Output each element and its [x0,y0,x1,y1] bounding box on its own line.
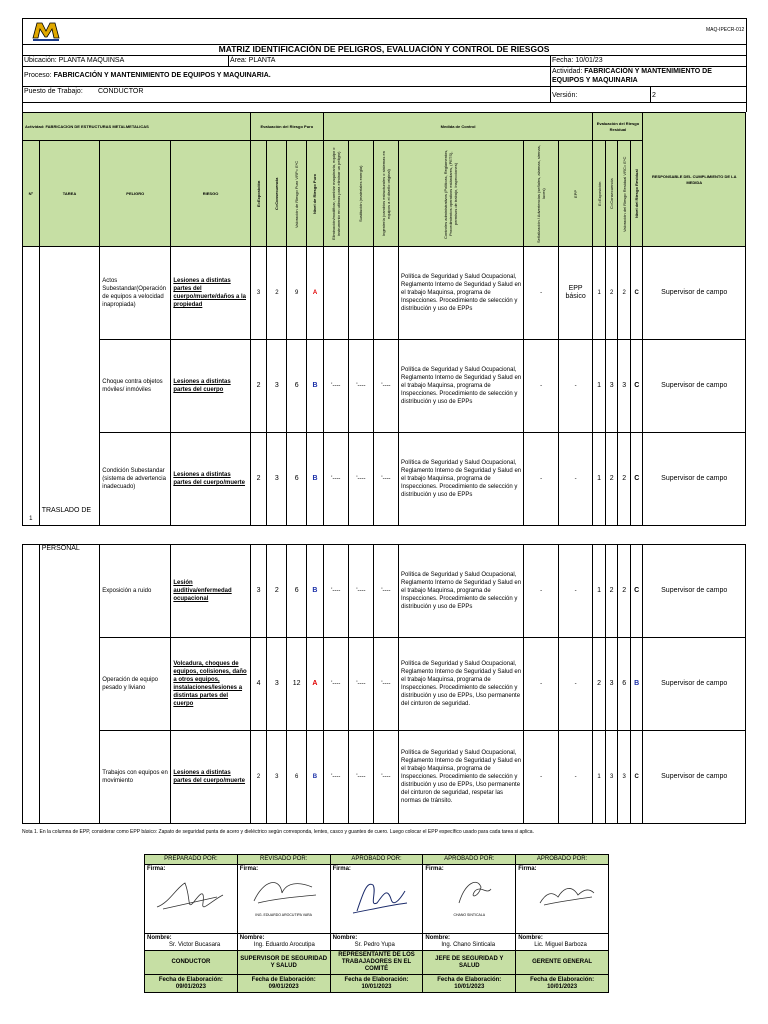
adm-cell: Política de Seguridad y Salud Ocupacional, Reglamento Interno de Seguridad y Salud en el trabajo Maquinsa, programa de Inspecciones. Procedimiento de selección y distribución y uso de EPPs [399,247,524,340]
sig-role-4: APROBADO POR: [423,855,516,865]
page-title: MATRIZ IDENTIFICACIÓN DE PELIGROS, EVALUACIÓN Y CONTROL DE RIESGOS [218,44,550,54]
doc-code: MAQ-IPECR-012 [706,27,745,33]
signature-box: Firma: CHANO SINTICALA [423,865,516,934]
sen-cell: - [524,731,558,824]
col-n: Nº [23,141,40,247]
sen-cell: - [524,433,558,526]
sen-cell: - [524,638,558,731]
version-value: 2 [652,92,656,99]
sig-date-3: Fecha de Elaboración: 10/01/2023 [330,975,423,993]
re-cell: 1 [593,247,606,340]
nrr-cell: C [630,340,643,433]
re-cell: 1 [593,731,606,824]
sig-cargo-5: GERENTE GENERAL [516,951,609,975]
col-vrp: Valoración de Riesgo Puro VRP= E*C [294,159,300,228]
col-elim: Eliminación/modificar, cambiar maquinaria, equipo o instrumento en ultimas para eliminar un peligro) [330,147,341,240]
c-cell: 3 [267,340,287,433]
sig-date-2: Fecha de Elaboración: 09/01/2023 [237,975,330,993]
col-e: E=Exposición [256,180,262,207]
sig-cargo-4: JEFE DE SEGURIDAD Y SALUD [423,951,516,975]
col-rc: C=Consecuencia [609,178,615,209]
riesgo-cell: Volcadura, choques de equipos, colisiones, daño a otros equipos, instalaciones/lesiones a distintas partes del cuerpo [171,638,250,731]
signature-box: Firma: ING. EDUARDO AROCUTIPA VARA [237,865,330,934]
c-cell: 3 [267,638,287,731]
vrr-cell: 3 [618,340,631,433]
responsable-header: RESPONSABLE DEL CUMPLIMIENTO DE LA MEDIDA [643,113,746,247]
elim-cell: '---- [323,433,348,526]
nrp-cell: B [307,545,324,638]
riesgo-cell: Lesión auditiva/enfermedad ocupacional [171,545,250,638]
resp-cell: Supervisor de campo [643,433,746,526]
epp-cell: - [558,340,593,433]
puesto-value: CONDUCTOR [98,88,144,95]
resp-cell: Supervisor de campo [643,638,746,731]
adm-cell: Política de Seguridad y Salud Ocupacional, Reglamento Interno de Seguridad y Salud en el trabajo Maquinsa, programa de Inspecciones. Procedimiento de selección y distribución y uso de EPPs [399,433,524,526]
epp-cell: - [558,638,592,731]
actividad: Actividad: FABRICACIÓN Y MANTENIMIENTO DE EQUIPOS Y MAQUINARIA [552,68,712,84]
peligro-cell: Trabajos con equipos en movimiento [100,731,171,824]
sig-date-4: Fecha de Elaboración: 10/01/2023 [423,975,516,993]
vrr-cell: 2 [618,433,631,526]
handwritten-signature [518,873,604,921]
adm-cell: Política de Seguridad y Salud Ocupacional, Reglamento Interno de Seguridad y Salud en el trabajo Maquinsa, programa de Inspecciones. Procedimiento de selección y distribución y uso de EPPs [399,545,524,638]
rc-cell: 3 [605,340,618,433]
elim-cell: '---- [323,340,348,433]
risk-matrix-table-continued [22,544,746,824]
ing-cell: '---- [373,340,398,433]
nrr-cell: C [630,247,643,340]
table-row [23,638,746,731]
sig-name-3: Nombre: Sr. Pedro Yupa [330,934,423,951]
col-re: E=Exposición [596,181,602,206]
ing-cell: '---- [373,638,398,731]
eval-residual-header: Evaluación del Riesgo Residual [593,113,643,141]
table-row [23,545,746,638]
signature-box: Firma: [145,865,238,934]
nrr-cell: C [630,545,643,638]
sig-date-1: Fecha de Elaboración: 09/01/2023 [145,975,238,993]
elim-cell: '---- [323,731,348,824]
nrr-cell: B [630,638,643,731]
peligro-cell: Actos Subestandar(Operación de equipos a velocidad inapropiada) [100,247,171,340]
rc-cell: 2 [605,433,618,526]
sig-role-5: APROBADO POR: [516,855,609,865]
col-nrr: Nivel del Riesgo Residual [634,169,640,218]
ing-cell: '---- [373,433,398,526]
sust-cell [348,247,373,340]
sig-name-4: Nombre: Ing. Chano Sinticala [423,934,516,951]
sust-cell: '---- [348,340,373,433]
re-cell: 1 [593,433,606,526]
adm-cell: Política de Seguridad y Salud Ocupacional, Reglamento Interno de Seguridad y Salud en el trabajo Maquinsa, programa de Inspecciones. Procedimiento de selección y distribución y uso de EPPs, Uso permanente del cinturon de seguridad, respetar las normas de tránsito. [399,731,524,824]
signature-box: Firma: [330,865,423,934]
peligro-cell: Condición Subestandar (sistema de advertencia inadecuado) [100,433,171,526]
rc-cell: 3 [605,638,618,731]
adm-cell: Política de Seguridad y Salud Ocupacional, Reglamento Interno de Seguridad y Salud en el trabajo Maquinsa, programa de Inspecciones. Procedimiento de selección y distribución y uso de EPPs, Uso permanente del cinturon de seguridad. [399,638,524,731]
nrp-cell: B [307,340,324,433]
task-name-cont: PERSONAL [39,545,100,824]
elim-cell [323,247,348,340]
e-cell: 4 [250,638,267,731]
e-cell: 2 [250,340,267,433]
risk-matrix-table [22,112,746,526]
resp-cell: Supervisor de campo [643,731,746,824]
vrr-cell: 2 [618,545,631,638]
vrp-cell: 9 [287,247,307,340]
riesgo-cell: Lesiones a distintas partes del cuerpo [171,340,250,433]
vrp-cell: 6 [287,545,307,638]
nrp-cell: A [307,638,324,731]
table-row [23,433,746,526]
e-cell: 3 [250,247,267,340]
nrp-cell: B [307,731,324,824]
handwritten-signature [147,873,233,921]
ing-cell: '---- [373,731,398,824]
sust-cell: '---- [348,433,373,526]
fecha: Fecha: 10/01/23 [552,57,603,64]
handwritten-signature [240,873,326,909]
handwritten-signature [425,873,511,909]
resp-cell: Supervisor de campo [643,340,746,433]
sen-cell: - [524,247,558,340]
task-name: TRASLADO DE [39,247,100,526]
sig-role-3: APROBADO POR: [330,855,423,865]
signature-table [144,854,609,993]
stamp: ING. EDUARDO AROCUTIPA VARA [255,913,313,917]
area: Área: PLANTA [230,57,276,64]
rc-cell: 3 [605,731,618,824]
sig-date-5: Fecha de Elaboración: 10/01/2023 [516,975,609,993]
vrr-cell: 3 [618,731,631,824]
vrp-cell: 6 [287,340,307,433]
e-cell: 3 [250,545,267,638]
riesgo-cell: Lesiones a distintas partes del cuerpo/muerte/daños a la propiedad [171,247,250,340]
sust-cell: '---- [348,638,373,731]
riesgo-cell: Lesiones a distintas partes del cuerpo/muerte [171,731,250,824]
nrr-cell: C [630,433,643,526]
col-tarea: TAREA [39,141,100,247]
sen-cell: - [524,545,558,638]
col-epp: EPP [573,189,579,198]
epp-cell: - [558,545,592,638]
e-cell: 2 [250,731,267,824]
sig-name-1: Nombre: Sr. Victor Bucasara [145,934,238,951]
nrp-cell: B [307,433,324,526]
document-header [22,18,746,112]
elim-cell: '---- [323,545,348,638]
eval-puro-header: Evaluación del Riesgo Puro [250,113,323,141]
table-row [23,247,746,340]
footnote: Nota 1. En la columna de EPP, considerar como EPP básico: Zapato de seguridad punta de acero y dieléctrico según corresponda, lentes, casco y guantes de cuero. Luego colocar el EPP específico usado para cada tarea si aplica. [22,829,534,835]
sig-cargo-2: SUPERVISOR DE SEGURIDAD Y SALUD [237,951,330,975]
table-row [23,340,746,433]
sen-cell: - [524,340,558,433]
version-label: Versión: [552,92,578,99]
col-vrr: Valoración del Riesgo Residual VRC= E*C [621,155,627,232]
vrp-cell: 6 [287,731,307,824]
re-cell: 1 [593,545,606,638]
col-adm: Controles administrativos (Políticas, Reglamentos, Procedimientos operativos estándares, (PETS), permisos de trabajo, Inspecciones) [443,148,459,239]
epp-cell: EPP básico [558,247,593,340]
table-row [23,731,746,824]
col-peligro: PELIGRO [100,141,171,247]
task-number-cont [23,545,40,824]
handwritten-signature [333,873,419,921]
vrr-cell: 6 [618,638,631,731]
col-sust: Sustitución (materiales energía) [358,165,364,222]
c-cell: 2 [267,545,287,638]
sig-cargo-1: CONDUCTOR [145,951,238,975]
resp-cell: Supervisor de campo [643,247,746,340]
c-cell: 2 [267,247,287,340]
sig-name-2: Nombre: Ing. Eduardo Arocutipa [237,934,330,951]
ing-cell [373,247,398,340]
rc-cell: 2 [605,545,618,638]
c-cell: 3 [267,433,287,526]
company-logo [31,20,61,43]
col-nrp: Nivel de Riesgo Puro [312,173,318,214]
nrp-cell: A [307,247,324,340]
sig-role-2: REVISADO POR: [237,855,330,865]
col-sen: Señalización / Advertencias (señales, alarmas, sirenas, luces) [536,144,547,243]
ing-cell: '---- [373,545,398,638]
medida-header: Medida de Control [323,113,593,141]
ubicacion: Ubicación: PLANTA MAQUINSA [24,57,125,64]
peligro-cell: Choque contra objetos móviles/ inmóviles [100,340,171,433]
elim-cell: '---- [323,638,348,731]
proceso: Proceso: FABRICACIÓN Y MANTENIMIENTO DE EQUIPOS Y MAQUINARIA. [24,72,271,79]
c-cell: 3 [267,731,287,824]
task-number: 1 [23,247,40,526]
vrp-cell: 12 [287,638,307,731]
epp-cell: - [558,433,593,526]
col-riesgo: RIESGO [171,141,250,247]
sig-name-5: Nombre: Lic. Miguel Barboza [516,934,609,951]
resp-cell: Supervisor de campo [643,545,746,638]
rc-cell: 2 [605,247,618,340]
activity-header: Actividad: FABRICACION DE ESTRUCTURAS METALMETALICAS [23,113,251,141]
peligro-cell: Exposición a ruido [100,545,171,638]
col-ing: Ingeniería (cambios estructurales o sistemas en equipos a el diseño original) [381,151,391,236]
e-cell: 2 [250,433,267,526]
riesgo-cell: Lesiones a distintas partes del cuerpo/muerte [171,433,250,526]
nrr-cell: C [630,731,643,824]
sig-cargo-3: REPRESENTANTE DE LOS TRABAJADORES EN EL COMITÉ [330,951,423,975]
vrp-cell: 6 [287,433,307,526]
adm-cell: Política de Seguridad y Salud Ocupacional, Reglamento Interno de Seguridad y Salud en el trabajo Maquinsa, programa de Inspecciones. Procedimiento de selección y distribución y uso de EPPs [399,340,524,433]
col-c: C=Consecuencia [274,177,280,210]
puesto-label: Puesto de Trabajo: [24,88,83,95]
stamp: CHANO SINTICALA [453,913,486,917]
sig-role-1: PREPARADO POR: [145,855,238,865]
re-cell: 2 [593,638,606,731]
epp-cell: - [558,731,592,824]
signature-box: Firma: [516,865,609,934]
sust-cell: '---- [348,545,373,638]
re-cell: 1 [593,340,606,433]
sust-cell: '---- [348,731,373,824]
peligro-cell: Operación de equipo pesado y liviano [100,638,171,731]
vrr-cell: 2 [618,247,631,340]
